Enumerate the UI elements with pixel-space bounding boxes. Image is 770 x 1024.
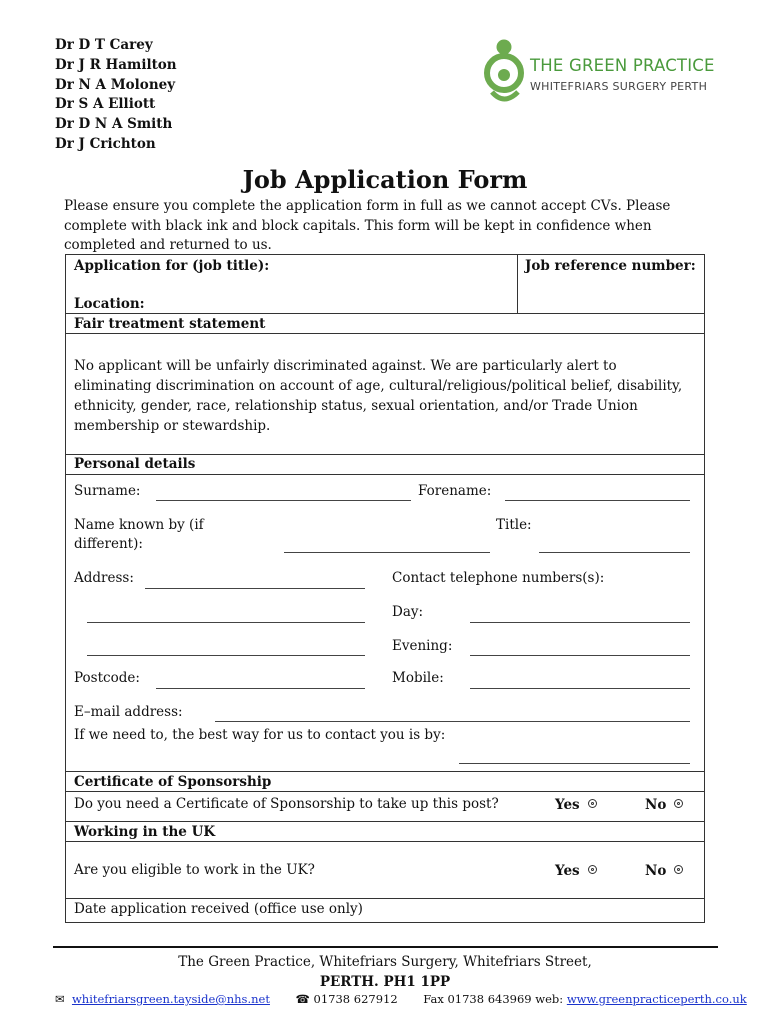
doctor-name: Dr J R Hamilton [55,56,177,73]
yes-label: Yes [555,863,580,879]
logo-figure-icon [478,36,528,112]
surname-label: Surname: [74,483,141,499]
best-contact-label: If we need to, the best way for us to contact you is by: [74,727,446,743]
application-for-label: Application for (job title): [74,258,270,274]
office-use-label: Date application received (office use only) [74,901,363,917]
known-by-label-2: different): [74,536,143,552]
phone-icon: ☎ [295,992,310,1006]
divider [66,454,704,455]
doctor-name: Dr J Crichton [55,135,156,152]
fair-treatment-text: No applicant will be unfairly discriminated against. We are particularly alert to eliminating discrimination on account of age, cultural/religious/political belief, disability, ethnicity, gender, race, relationship status, sexual orientation, and/or Trade Union membership or stewardship. [74,358,683,434]
yes-radio[interactable] [588,799,597,808]
title-field[interactable] [539,552,690,553]
footer-web-link[interactable]: www.greenpracticeperth.co.uk [566,992,747,1006]
envelope-icon: ✉ [55,992,65,1006]
yes-label: Yes [555,797,580,813]
address-field-1[interactable] [145,588,365,589]
sponsorship-heading: Certificate of Sponsorship [74,774,272,790]
no-label: No [645,863,667,879]
yes-radio[interactable] [588,865,597,874]
divider [66,474,704,475]
doctor-name: Dr D N A Smith [55,116,173,133]
contact-label: Contact telephone numbers(s): [392,570,605,586]
evening-label: Evening: [392,638,453,654]
work-uk-heading: Working in the UK [74,824,216,840]
email-label: E–mail address: [74,704,183,720]
intro-text: Please ensure you complete the application form in full as we cannot accept CVs. Please complete with black ink and block capitals. This form will be kept in confidence when completed and returned to us. [64,198,671,253]
footer-contacts [55,992,747,1006]
work-no-option[interactable] [645,863,683,879]
fair-treatment-heading: Fair treatment statement [74,316,266,332]
best-contact-field[interactable] [459,763,690,764]
divider [517,255,518,313]
sponsorship-question: Do you need a Certificate of Sponsorship to take up this post? [74,796,499,812]
divider [66,791,704,792]
logo-subtitle: WHITEFRIARS SURGERY PERTH [530,80,708,93]
application-form [65,254,705,923]
doctor-name: Dr D T Carey [55,37,153,53]
footer-phone: 01738 627912 [313,992,398,1006]
title-label: Title: [496,517,532,533]
location-label: Location: [74,296,145,312]
address-field-2[interactable] [87,622,365,623]
address-field-3[interactable] [87,655,365,656]
mobile-label: Mobile: [392,670,444,686]
postcode-label: Postcode: [74,670,140,686]
doctors-list [55,36,177,155]
footer-rule [53,946,718,948]
known-by-field[interactable] [284,552,490,553]
forename-label: Forename: [418,483,492,499]
sponsorship-no-option[interactable] [645,797,683,813]
postcode-field[interactable] [156,688,365,689]
day-phone-field[interactable] [470,622,690,623]
sponsorship-yes-option[interactable] [555,797,597,813]
page-title: Job Application Form [242,165,528,194]
divider [66,313,704,314]
no-label: No [645,797,667,813]
no-radio[interactable] [674,799,683,808]
work-uk-question: Are you eligible to work in the UK? [74,862,315,878]
work-yes-option[interactable] [555,863,597,879]
doctor-name: Dr N A Moloney [55,76,176,93]
footer-fax: Fax 01738 643969 [423,992,532,1006]
divider [66,771,704,772]
logo-name: THE GREEN PRACTICE [530,56,715,75]
email-field[interactable] [215,721,690,722]
divider [66,898,704,899]
job-reference-label: Job reference number: [525,258,696,274]
mobile-phone-field[interactable] [470,688,690,689]
practice-logo [478,36,718,116]
footer-email-link[interactable]: whitefriarsgreen.tayside@nhs.net [71,992,270,1006]
known-by-label-1: Name known by (if [74,517,204,533]
divider [66,333,704,334]
footer-postcode: PERTH. PH1 1PP [319,974,451,990]
forename-field[interactable] [505,500,690,501]
divider [66,841,704,842]
surname-field[interactable] [156,500,411,501]
doctor-name: Dr S A Elliott [55,96,156,113]
day-label: Day: [392,604,424,620]
address-label: Address: [74,570,134,586]
divider [66,821,704,822]
no-radio[interactable] [674,865,683,874]
footer-address: The Green Practice, Whitefriars Surgery, Whitefriars Street, [178,954,592,970]
personal-details-heading: Personal details [74,456,196,472]
evening-phone-field[interactable] [470,655,690,656]
footer-web-label: web: [535,992,564,1006]
